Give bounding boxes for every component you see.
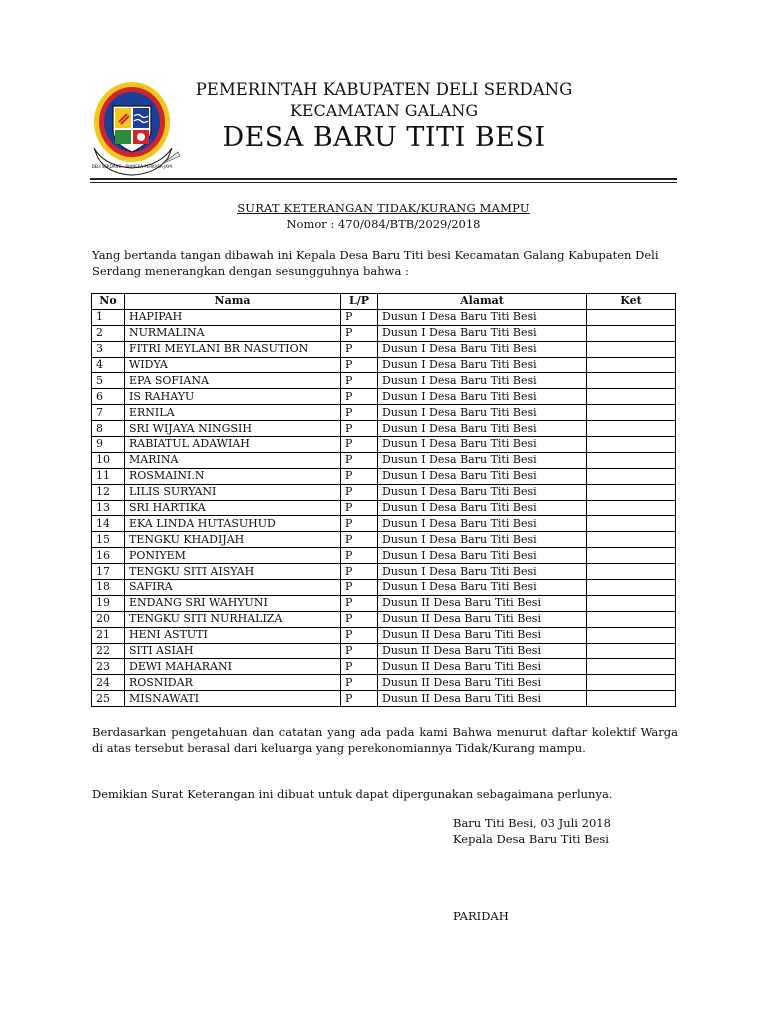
cell-ket xyxy=(587,580,676,596)
cell-alamat: Dusun II Desa Baru Titi Besi xyxy=(378,675,587,691)
column-header-nama: Nama xyxy=(125,294,341,310)
cell-no: 9 xyxy=(92,437,125,453)
header-divider-thick xyxy=(90,178,677,180)
cell-ket xyxy=(587,611,676,627)
cell-no: 1 xyxy=(92,309,125,325)
cell-alamat: Dusun I Desa Baru Titi Besi xyxy=(378,437,587,453)
cell-no: 15 xyxy=(92,532,125,548)
cell-nama: EKA LINDA HUTASUHUD xyxy=(125,516,341,532)
cell-lp: P xyxy=(341,627,378,643)
cell-nama: IS RAHAYU xyxy=(125,389,341,405)
cell-alamat: Dusun I Desa Baru Titi Besi xyxy=(378,325,587,341)
cell-ket xyxy=(587,421,676,437)
cell-nama: TENGKU SITI AISYAH xyxy=(125,564,341,580)
cell-no: 19 xyxy=(92,595,125,611)
cell-lp: P xyxy=(341,468,378,484)
cell-no: 4 xyxy=(92,357,125,373)
cell-alamat: Dusun I Desa Baru Titi Besi xyxy=(378,309,587,325)
table-row xyxy=(92,548,676,564)
cell-ket xyxy=(587,309,676,325)
cell-lp: P xyxy=(341,357,378,373)
cell-lp: P xyxy=(341,373,378,389)
signature-position: Kepala Desa Baru Titi Besi xyxy=(453,832,609,846)
table-row xyxy=(92,595,676,611)
cell-alamat: Dusun I Desa Baru Titi Besi xyxy=(378,357,587,373)
table-row xyxy=(92,341,676,357)
cell-no: 17 xyxy=(92,564,125,580)
cell-no: 20 xyxy=(92,611,125,627)
table-row xyxy=(92,564,676,580)
cell-ket xyxy=(587,325,676,341)
cell-ket xyxy=(587,532,676,548)
cell-no: 5 xyxy=(92,373,125,389)
table-row xyxy=(92,437,676,453)
column-header-alamat: Alamat xyxy=(378,294,587,310)
cell-lp: P xyxy=(341,691,378,707)
table-row xyxy=(92,611,676,627)
cell-nama: ERNILA xyxy=(125,405,341,421)
cell-alamat: Dusun I Desa Baru Titi Besi xyxy=(378,389,587,405)
cell-ket xyxy=(587,357,676,373)
cell-nama: LILIS SURYANI xyxy=(125,484,341,500)
table-row xyxy=(92,516,676,532)
table-row xyxy=(92,659,676,675)
cell-lp: P xyxy=(341,643,378,659)
cell-alamat: Dusun II Desa Baru Titi Besi xyxy=(378,595,587,611)
cell-nama: HAPIPAH xyxy=(125,309,341,325)
table-row xyxy=(92,373,676,389)
cell-lp: P xyxy=(341,405,378,421)
cell-ket xyxy=(587,373,676,389)
cell-nama: SITI ASIAH xyxy=(125,643,341,659)
table-row xyxy=(92,580,676,596)
table-row xyxy=(92,627,676,643)
cell-ket xyxy=(587,389,676,405)
cell-alamat: Dusun I Desa Baru Titi Besi xyxy=(378,516,587,532)
cell-ket xyxy=(587,405,676,421)
cell-lp: P xyxy=(341,564,378,580)
table-row xyxy=(92,500,676,516)
cell-no: 18 xyxy=(92,580,125,596)
cell-lp: P xyxy=(341,516,378,532)
cell-no: 8 xyxy=(92,421,125,437)
cell-ket xyxy=(587,627,676,643)
column-header-ket: Ket xyxy=(587,294,676,310)
signature-place-date: Baru Titi Besi, 03 Juli 2018 xyxy=(453,816,611,830)
table-row xyxy=(92,691,676,707)
cell-lp: P xyxy=(341,580,378,596)
cell-lp: P xyxy=(341,325,378,341)
cell-no: 3 xyxy=(92,341,125,357)
cell-ket xyxy=(587,548,676,564)
table-header-row xyxy=(92,294,676,310)
cell-ket xyxy=(587,516,676,532)
village-title: DESA BARU TITI BESI xyxy=(222,122,546,153)
table-row xyxy=(92,325,676,341)
cell-ket xyxy=(587,452,676,468)
table-row xyxy=(92,484,676,500)
cell-ket xyxy=(587,643,676,659)
government-title: PEMERINTAH KABUPATEN DELI SERDANG xyxy=(195,80,573,99)
table-row xyxy=(92,468,676,484)
cell-no: 10 xyxy=(92,452,125,468)
closing-paragraph: Berdasarkan pengetahuan dan catatan yang ada pada kami Bahwa menurut daftar kolektif Warga di atas tersebut berasal dari keluarga yang perekonomiannya Tidak/Kurang mampu. xyxy=(92,725,678,755)
signature-name: PARIDAH xyxy=(453,909,509,923)
cell-nama: DEWI MAHARANI xyxy=(125,659,341,675)
cell-nama: EPA SOFIANA xyxy=(125,373,341,389)
table-row xyxy=(92,421,676,437)
cell-ket xyxy=(587,675,676,691)
cell-lp: P xyxy=(341,437,378,453)
cell-alamat: Dusun I Desa Baru Titi Besi xyxy=(378,532,587,548)
cell-ket xyxy=(587,564,676,580)
cell-no: 16 xyxy=(92,548,125,564)
cell-alamat: Dusun I Desa Baru Titi Besi xyxy=(378,468,587,484)
cell-lp: P xyxy=(341,659,378,675)
cell-no: 13 xyxy=(92,500,125,516)
intro-paragraph: Yang bertanda tangan dibawah ini Kepala Desa Baru Titi besi Kecamatan Galang Kabupaten Deli Serdang menerangkan dengan sesungguhnya bahwa : xyxy=(92,248,659,278)
table-body xyxy=(92,309,676,706)
cell-alamat: Dusun I Desa Baru Titi Besi xyxy=(378,421,587,437)
cell-ket xyxy=(587,468,676,484)
cell-lp: P xyxy=(341,532,378,548)
cell-lp: P xyxy=(341,341,378,357)
cell-alamat: Dusun I Desa Baru Titi Besi xyxy=(378,405,587,421)
cell-lp: P xyxy=(341,675,378,691)
cell-ket xyxy=(587,659,676,675)
cell-alamat: Dusun I Desa Baru Titi Besi xyxy=(378,341,587,357)
cell-ket xyxy=(587,691,676,707)
cell-nama: FITRI MEYLANI BR NASUTION xyxy=(125,341,341,357)
cell-lp: P xyxy=(341,500,378,516)
residents-table xyxy=(91,293,676,707)
table-row xyxy=(92,357,676,373)
letter-title: SURAT KETERANGAN TIDAK/KURANG MAMPU xyxy=(237,201,530,215)
cell-alamat: Dusun I Desa Baru Titi Besi xyxy=(378,452,587,468)
column-header-lp: L/P xyxy=(341,294,378,310)
cell-no: 21 xyxy=(92,627,125,643)
cell-no: 22 xyxy=(92,643,125,659)
cell-alamat: Dusun II Desa Baru Titi Besi xyxy=(378,659,587,675)
cell-nama: MISNAWATI xyxy=(125,691,341,707)
cell-no: 25 xyxy=(92,691,125,707)
cell-ket xyxy=(587,595,676,611)
cell-alamat: Dusun I Desa Baru Titi Besi xyxy=(378,500,587,516)
cell-no: 11 xyxy=(92,468,125,484)
cell-no: 6 xyxy=(92,389,125,405)
table-row xyxy=(92,405,676,421)
header-divider-thin xyxy=(90,182,677,183)
cell-nama: HENI ASTUTI xyxy=(125,627,341,643)
cell-nama: TENGKU KHADIJAH xyxy=(125,532,341,548)
cell-nama: RABIATUL ADAWIAH xyxy=(125,437,341,453)
cell-no: 12 xyxy=(92,484,125,500)
cell-ket xyxy=(587,500,676,516)
district-title: KECAMATAN GALANG xyxy=(289,101,479,120)
cell-nama: ROSMAINI.N xyxy=(125,468,341,484)
table-row xyxy=(92,389,676,405)
letter-number: Nomor : 470/084/BTB/2029/2018 xyxy=(286,217,481,231)
cell-no: 7 xyxy=(92,405,125,421)
cell-alamat: Dusun II Desa Baru Titi Besi xyxy=(378,691,587,707)
cell-nama: SAFIRA xyxy=(125,580,341,596)
cell-no: 24 xyxy=(92,675,125,691)
emblem-ribbon-text: DELI SERDANG · BHINEKA PERKASA JAYA xyxy=(91,164,173,169)
cell-lp: P xyxy=(341,452,378,468)
cell-alamat: Dusun II Desa Baru Titi Besi xyxy=(378,643,587,659)
cell-nama: SRI HARTIKA xyxy=(125,500,341,516)
cell-nama: ENDANG SRI WAHYUNI xyxy=(125,595,341,611)
table-row xyxy=(92,309,676,325)
cell-nama: MARINA xyxy=(125,452,341,468)
cell-nama: ROSNIDAR xyxy=(125,675,341,691)
cell-alamat: Dusun I Desa Baru Titi Besi xyxy=(378,373,587,389)
cell-lp: P xyxy=(341,309,378,325)
table-row xyxy=(92,643,676,659)
cell-ket xyxy=(587,437,676,453)
cell-lp: P xyxy=(341,595,378,611)
cell-no: 14 xyxy=(92,516,125,532)
closing-statement: Demikian Surat Keterangan ini dibuat untuk dapat dipergunakan sebagaimana perlunya. xyxy=(92,787,613,801)
table-row xyxy=(92,675,676,691)
cell-ket xyxy=(587,484,676,500)
table-row xyxy=(92,452,676,468)
cell-alamat: Dusun I Desa Baru Titi Besi xyxy=(378,564,587,580)
cell-lp: P xyxy=(341,421,378,437)
table-row xyxy=(92,532,676,548)
cell-lp: P xyxy=(341,484,378,500)
cell-nama: TENGKU SITI NURHALIZA xyxy=(125,611,341,627)
cell-alamat: Dusun II Desa Baru Titi Besi xyxy=(378,627,587,643)
cell-lp: P xyxy=(341,611,378,627)
cell-alamat: Dusun I Desa Baru Titi Besi xyxy=(378,484,587,500)
cell-ket xyxy=(587,341,676,357)
cell-nama: SRI WIJAYA NINGSIH xyxy=(125,421,341,437)
cell-alamat: Dusun I Desa Baru Titi Besi xyxy=(378,548,587,564)
cell-alamat: Dusun I Desa Baru Titi Besi xyxy=(378,580,587,596)
cell-lp: P xyxy=(341,548,378,564)
cell-lp: P xyxy=(341,389,378,405)
cell-no: 2 xyxy=(92,325,125,341)
cell-nama: NURMALINA xyxy=(125,325,341,341)
cell-alamat: Dusun II Desa Baru Titi Besi xyxy=(378,611,587,627)
cell-nama: WIDYA xyxy=(125,357,341,373)
cell-no: 23 xyxy=(92,659,125,675)
cell-nama: PONIYEM xyxy=(125,548,341,564)
column-header-no: No xyxy=(92,294,125,310)
